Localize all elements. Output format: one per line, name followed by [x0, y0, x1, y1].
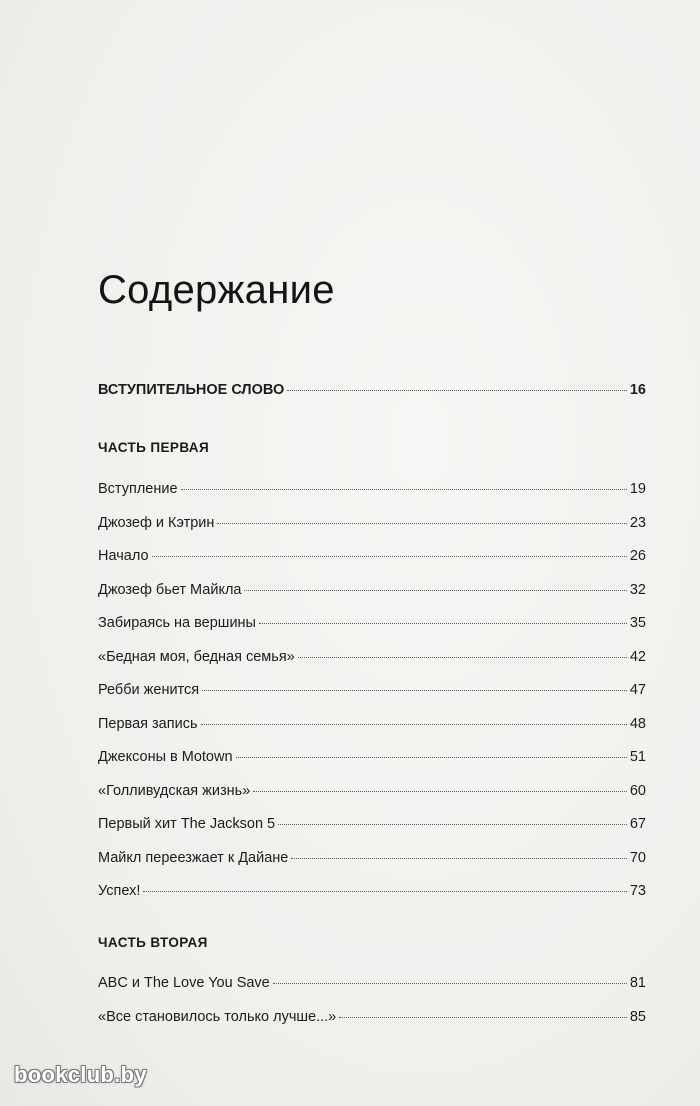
part-heading-2: ЧАСТЬ ВТОРАЯ	[98, 935, 208, 950]
toc-entry	[98, 581, 646, 599]
dot-leader	[217, 523, 626, 524]
dot-leader	[202, 690, 627, 691]
toc-entry-label: Джозеф и Кэтрин	[98, 515, 215, 531]
toc-entry	[98, 782, 646, 800]
toc-entry	[98, 882, 646, 900]
toc-entry	[98, 614, 646, 632]
toc-entry-label: «Все становилось только лучше...»	[98, 1009, 337, 1025]
dot-leader	[339, 1017, 627, 1018]
toc-entry-label: Вступление	[98, 481, 178, 497]
dot-leader	[253, 791, 627, 792]
toc-entry	[98, 815, 646, 833]
toc-entry	[98, 1008, 646, 1026]
toc-entry	[98, 480, 646, 498]
toc-entry-page: 81	[629, 975, 646, 991]
toc-entry-page: 16	[629, 382, 646, 398]
toc-entry-label: Успех!	[98, 883, 141, 899]
dot-leader	[143, 891, 626, 892]
toc-entry-page: 51	[629, 749, 646, 765]
toc-entry-label: Ребби женится	[98, 682, 200, 698]
dot-leader	[201, 724, 627, 725]
toc-entry-label: «Бедная моя, бедная семья»	[98, 649, 295, 665]
watermark-logo: bookclub.by	[14, 1062, 147, 1087]
toc-entry-label: Майкл переезжает к Дайане	[98, 850, 289, 866]
toc-entry-label: ВСТУПИТЕЛЬНОЕ СЛОВО	[98, 382, 285, 398]
dot-leader	[298, 657, 627, 658]
dot-leader	[291, 858, 627, 859]
dot-leader	[273, 983, 627, 984]
toc-entry-page: 60	[629, 783, 646, 799]
toc-entry-intro	[98, 381, 646, 399]
dot-leader	[278, 824, 627, 825]
toc-entry-page: 85	[629, 1009, 646, 1025]
toc-entry-label: «Голливудская жизнь»	[98, 783, 251, 799]
toc-entry	[98, 514, 646, 532]
toc-entry-page: 73	[629, 883, 646, 899]
toc-entry-label: Начало	[98, 548, 149, 564]
toc-entry-label: Джексоны в Motown	[98, 749, 233, 765]
toc-entry-label: ABC и The Love You Save	[98, 975, 270, 991]
dot-leader	[244, 590, 626, 591]
toc-entry	[98, 681, 646, 699]
toc-entry	[98, 748, 646, 766]
toc-entry	[98, 974, 646, 992]
dot-leader	[152, 556, 627, 557]
toc-entry-page: 47	[629, 682, 646, 698]
toc-entry-label: Забираясь на вершины	[98, 615, 256, 631]
dot-leader	[287, 390, 627, 391]
toc-entry-page: 32	[629, 582, 646, 598]
toc-entry-page: 67	[629, 816, 646, 832]
toc-entry	[98, 648, 646, 666]
toc-entry-label: Джозеф бьет Майкла	[98, 582, 242, 598]
toc-entry-page: 42	[629, 649, 646, 665]
toc-entry	[98, 715, 646, 733]
toc-entry-page: 26	[629, 548, 646, 564]
toc-entry-page: 70	[629, 850, 646, 866]
toc-entry-page: 23	[629, 515, 646, 531]
page-title: Содержание	[98, 268, 335, 312]
toc-entry-label: Первая запись	[98, 716, 198, 732]
toc-entry-page: 19	[629, 481, 646, 497]
toc-entry	[98, 849, 646, 867]
toc-entry-label: Первый хит The Jackson 5	[98, 816, 276, 832]
dot-leader	[236, 757, 627, 758]
toc-entry-page: 35	[629, 615, 646, 631]
toc-entry	[98, 547, 646, 565]
dot-leader	[259, 623, 627, 624]
toc-entry-page: 48	[629, 716, 646, 732]
dot-leader	[181, 489, 627, 490]
part-heading-1: ЧАСТЬ ПЕРВАЯ	[98, 440, 210, 455]
